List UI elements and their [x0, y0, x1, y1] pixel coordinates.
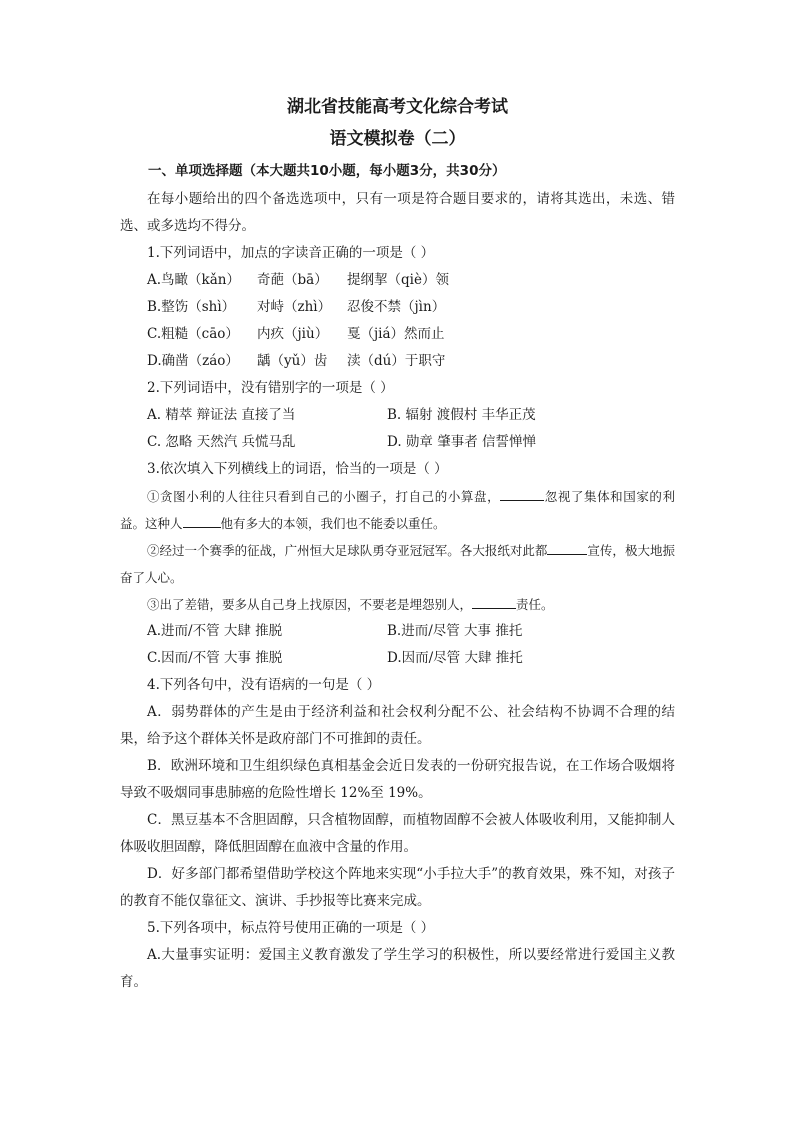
question-4-stem: 4.下列各句中，没有语病的一句是（ ） — [147, 677, 381, 693]
q4-option-c: C．黑豆基本不含胆固醇，只含植物固醇，而植物固醇不会被人体吸收利用，又能抑制人体吸收胆固醇，降低胆固醇在血液中含量的作用。 — [120, 812, 675, 855]
question-1-options — [120, 267, 675, 375]
q1-option-a-3: 提纲挈（qiè）领 — [347, 272, 449, 288]
exam-title: 湖北省技能高考文化综合考试 — [287, 97, 508, 117]
question-3-stem: 3.依次填入下列横线上的词语，恰当的一项是（ ） — [147, 461, 448, 477]
section-instruction: 在每小题给出的四个备选选项中，只有一项是符合题目要求的，请将其选出，未选、错选、或多选均不得分。 — [120, 191, 675, 234]
fill-blank — [500, 487, 544, 501]
fill-blank — [183, 514, 221, 528]
q1-option-c-1: C.粗糙（cāo） — [147, 326, 239, 342]
exam-page — [120, 96, 675, 996]
question-2-stem: 2.下列词语中，没有错别字的一项是（ ） — [147, 380, 394, 396]
q1-option-c-2: 内疚（jiù） — [257, 326, 329, 342]
q4-option-d: D．好多部门都希望借助学校这个阵地来实现“小手拉大手”的教育效果，殊不知，对孩子的教育不能仅靠征文、演讲、手抄报等比赛来完成。 — [120, 866, 675, 909]
fill-blank — [472, 595, 516, 609]
q1-option-d-2: 龋（yǔ）齿 — [257, 353, 328, 369]
q3-option-d: D.因而/尽管 大肆 推托 — [387, 650, 523, 666]
q1-option-b-1: B.整饬（shì） — [147, 299, 236, 315]
q2-option-b: B. 辐射 渡假村 丰华正茂 — [387, 407, 536, 423]
q2-option-d: D. 勋章 肇事者 信誓惮惮 — [387, 434, 537, 450]
section-heading: 一、单项选择题（本大题共10小题，每小题3分，共30分） — [148, 163, 506, 179]
q2-option-a: A. 精萃 辩证法 直接了当 — [147, 407, 296, 423]
question-5-stem: 5.下列各项中，标点符号使用正确的一项是（ ） — [147, 920, 435, 936]
q5-option-a: A.大量事实证明：爱国主义教育激发了学生学习的积极性，所以要经常进行爱国主义教育。 — [120, 947, 675, 990]
question-1-stem: 1.下列词语中，加点的字读音正确的一项是（ ） — [147, 245, 435, 261]
q2-option-c: C. 忽略 天然汽 兵慌马乱 — [147, 434, 296, 450]
q1-option-d-3: 渎（dú）于职守 — [347, 353, 446, 369]
question-3-options — [120, 618, 675, 672]
q3-sentence-1: ①贪图小利的人往往只看到自己的小圈子，打自己的小算盘， 忽视了集体和国家的利益。这种人 他有多大的本领，我们也不能委以重任。 — [120, 489, 675, 531]
q3-sentence-3: ③出了差错，要多从自己身上找原因，不要老是埋怨别人， 责任。 — [147, 597, 554, 612]
q1-option-b-2: 对峙（zhì） — [257, 299, 332, 315]
q4-option-b: B．欧洲环境和卫生组织绿色真相基金会近日发表的一份研究报告说，在工作场合吸烟将导致不吸烟同事患肺癌的危险性增长 12%至 19%。 — [120, 758, 675, 801]
q3-option-a: A.进而/不管 大肆 推脱 — [147, 623, 283, 639]
q1-option-c-3: 戛（jiá）然而止 — [347, 326, 445, 342]
fill-blank — [547, 541, 587, 555]
q1-option-a-1: A.鸟瞰（kǎn） — [147, 272, 240, 288]
q3-option-c: C.因而/不管 大事 推脱 — [147, 650, 283, 666]
q1-option-a-2: 奇葩（bā） — [257, 272, 328, 288]
q3-sentence-2: ②经过一个赛季的征战，广州恒大足球队勇夺亚冠冠军。各大报纸对此都 宣传，极大地振奋了人心。 — [120, 543, 675, 585]
q4-option-a: A．弱势群体的产生是由于经济利益和社会权利分配不公、社会结构不协调不合理的结果，给予这个群体关怀是政府部门不可推卸的责任。 — [120, 704, 675, 747]
q3-option-b: B.进而/尽管 大事 推托 — [387, 623, 523, 639]
question-2-options — [120, 402, 675, 456]
q1-option-d-1: D.确凿（záo） — [147, 353, 239, 369]
q1-option-b-3: 忍俊不禁（jìn） — [347, 299, 446, 315]
exam-subtitle: 语文模拟卷（二） — [329, 129, 466, 149]
